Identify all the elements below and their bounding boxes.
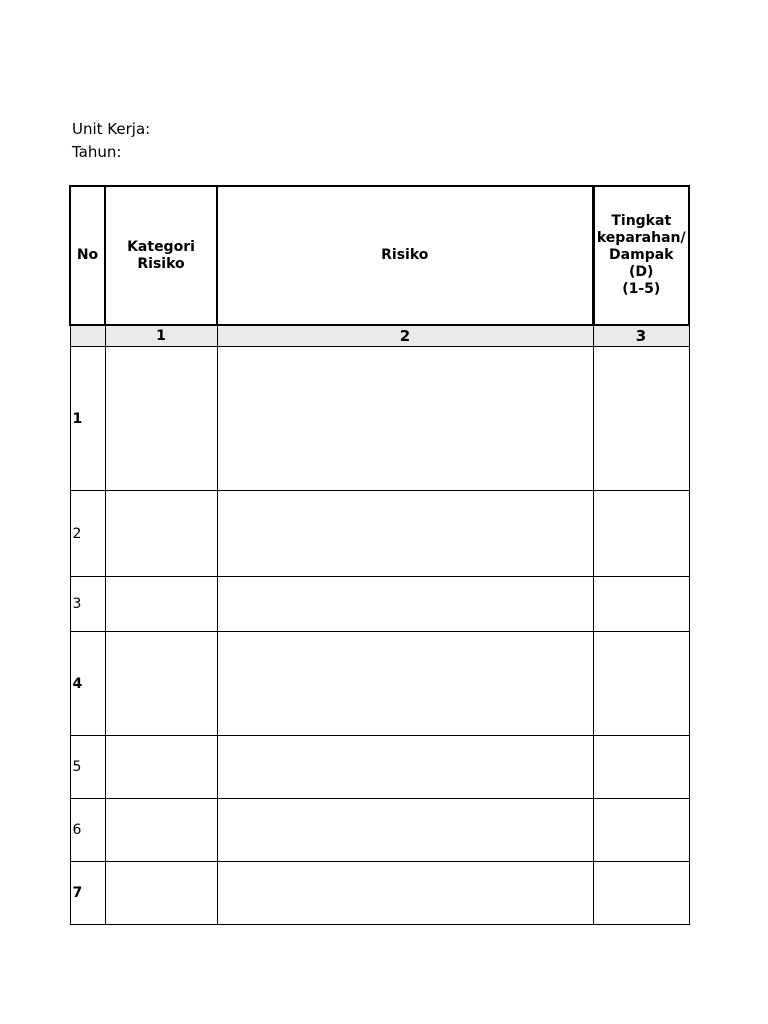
row-number: 3 bbox=[70, 577, 105, 632]
kategori-cell[interactable] bbox=[105, 491, 217, 577]
kategori-cell[interactable] bbox=[105, 862, 217, 925]
table-row bbox=[70, 347, 689, 491]
header-row bbox=[70, 186, 689, 325]
tingkat-cell[interactable] bbox=[593, 632, 689, 736]
risiko-cell[interactable] bbox=[217, 862, 593, 925]
tahun-label: Tahun: bbox=[72, 143, 122, 161]
kategori-cell[interactable] bbox=[105, 347, 217, 491]
tingkat-cell[interactable] bbox=[593, 862, 689, 925]
table-row bbox=[70, 491, 689, 577]
risiko-cell[interactable] bbox=[217, 736, 593, 799]
kategori-cell[interactable] bbox=[105, 799, 217, 862]
table-row bbox=[70, 862, 689, 925]
index-cell-no bbox=[70, 325, 105, 347]
header-tingkat-keparahan bbox=[593, 186, 689, 325]
header-no: No bbox=[70, 186, 105, 325]
risiko-cell[interactable] bbox=[217, 799, 593, 862]
kategori-cell[interactable] bbox=[105, 736, 217, 799]
header-tingkat-line3: Dampak (D) bbox=[609, 247, 674, 280]
kategori-cell[interactable] bbox=[105, 577, 217, 632]
header-tingkat-line4: (1-5) bbox=[622, 281, 661, 297]
column-index-row bbox=[70, 325, 689, 347]
risiko-cell[interactable] bbox=[217, 347, 593, 491]
header-tingkat-line1: Tingkat bbox=[611, 213, 672, 229]
row-number: 2 bbox=[70, 491, 105, 577]
unit-kerja-label: Unit Kerja: bbox=[72, 120, 151, 138]
row-number: 4 bbox=[70, 632, 105, 736]
tingkat-cell[interactable] bbox=[593, 577, 689, 632]
index-cell-3: 3 bbox=[593, 325, 689, 347]
risiko-cell[interactable] bbox=[217, 577, 593, 632]
index-cell-1: 1 bbox=[105, 325, 217, 347]
row-number: 6 bbox=[70, 799, 105, 862]
risk-table bbox=[69, 185, 690, 925]
tingkat-cell[interactable] bbox=[593, 347, 689, 491]
header-kategori-risiko bbox=[105, 186, 217, 325]
index-cell-2: 2 bbox=[217, 325, 593, 347]
tingkat-cell[interactable] bbox=[593, 799, 689, 862]
table-row bbox=[70, 632, 689, 736]
header-kategori-text: Kategori Risiko bbox=[127, 238, 195, 272]
row-number: 5 bbox=[70, 736, 105, 799]
tingkat-cell[interactable] bbox=[593, 736, 689, 799]
header-tingkat-line2: keparahan/ bbox=[596, 230, 686, 246]
row-number: 1 bbox=[70, 347, 105, 491]
kategori-cell[interactable] bbox=[105, 632, 217, 736]
row-number: 7 bbox=[70, 862, 105, 925]
table-row bbox=[70, 799, 689, 862]
table-row bbox=[70, 577, 689, 632]
header-risiko: Risiko bbox=[217, 186, 593, 325]
risiko-cell[interactable] bbox=[217, 632, 593, 736]
tingkat-cell[interactable] bbox=[593, 491, 689, 577]
risiko-cell[interactable] bbox=[217, 491, 593, 577]
table-row bbox=[70, 736, 689, 799]
